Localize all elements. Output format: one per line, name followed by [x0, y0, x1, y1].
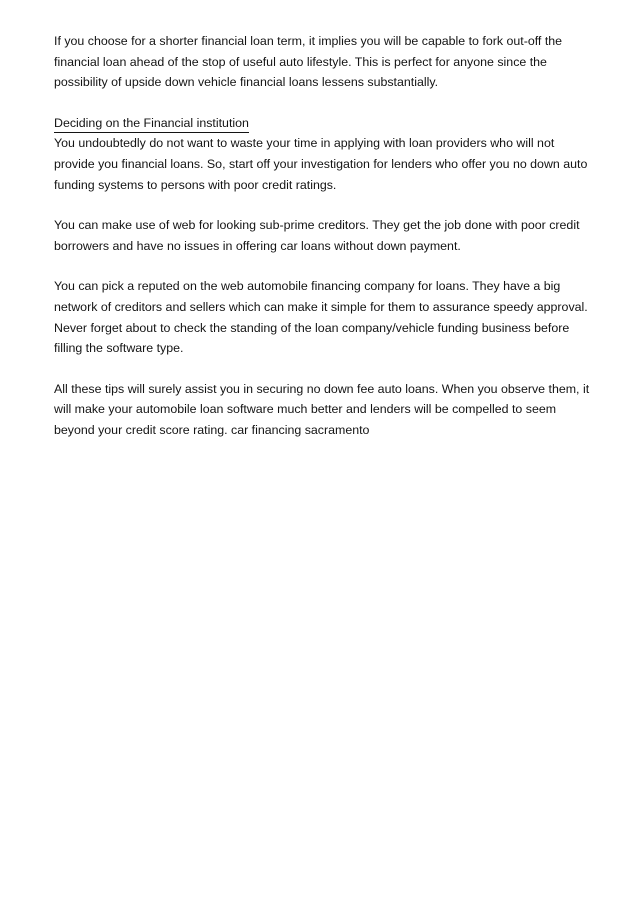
document-page — [54, 31, 594, 461]
section-heading-wrapper — [54, 113, 594, 134]
car-financing-link[interactable]: car financing sacramento — [231, 422, 370, 437]
closing-paragraph — [54, 379, 594, 441]
intro-paragraph: If you choose for a shorter financial loan term, it implies you will be capable to fork out-off the financial loan ahead of the stop of useful auto lifestyle. This is perfect for anyone since the possibility of upside down vehicle financial loans lessens substantially. — [54, 34, 563, 90]
closing-paragraph-text: All these tips will surely assist you in securing no down fee auto loans. When you observe them, it will make your automobile loan software much better and lenders will be compelled to seem beyond your credit score rating. — [54, 381, 590, 437]
body-paragraph-2: You can make use of web for looking sub-prime creditors. They get the job done with poor credit borrowers and have no issues in offering car loans without down payment. — [54, 218, 580, 253]
body-paragraph-3: You can pick a reputed on the web automobile financing company for loans. They have a big network of creditors and sellers which can make it simple for them to assurance speedy approval. Never forget about to check the standing of the loan company/vehicle funding business before filling the software type. — [54, 279, 588, 356]
body-paragraph-1: You undoubtedly do not want to waste your time in applying with loan providers who will not provide you financial loans. So, start off your investigation for lenders who offer you no down auto funding systems to persons with poor credit ratings. — [54, 136, 588, 192]
section-heading: Deciding on the Financial institution — [54, 114, 249, 133]
